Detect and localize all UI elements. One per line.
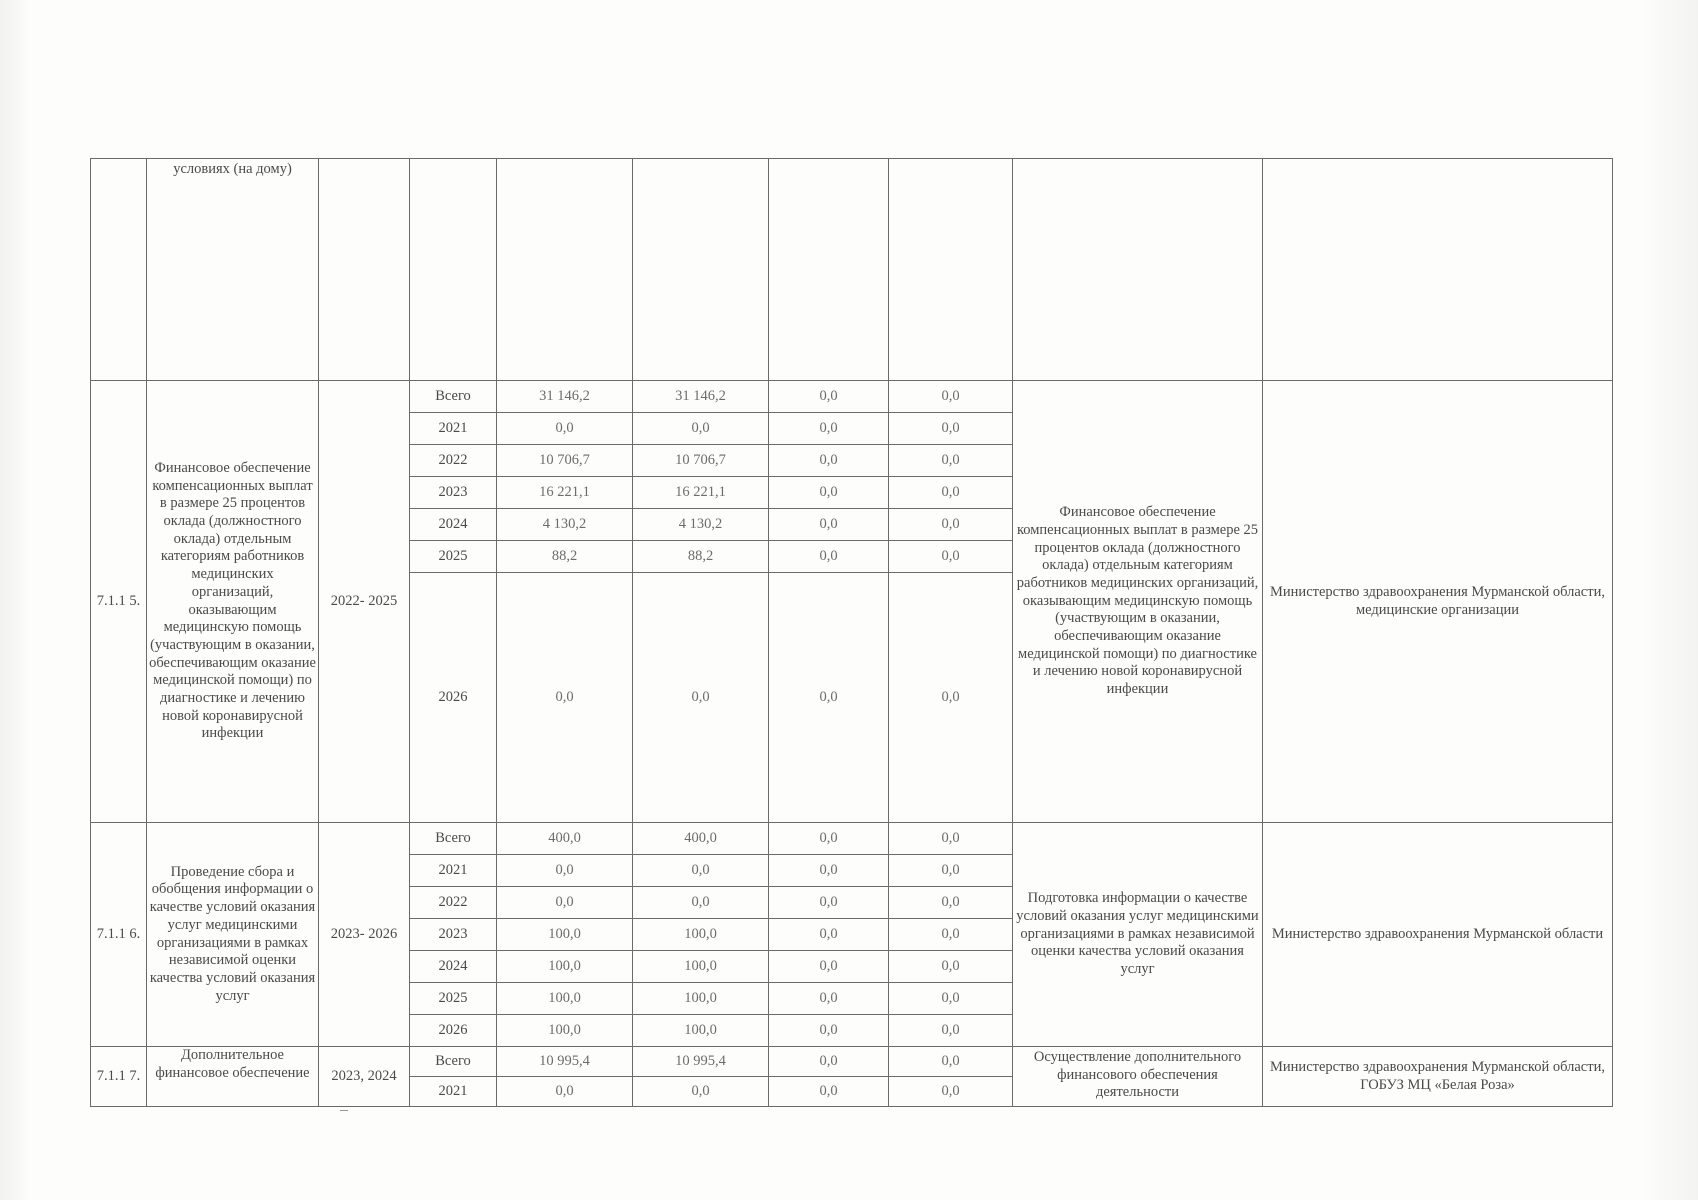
federal-budget-cell: 0,0 [769, 413, 889, 445]
other-sources-cell: 0,0 [889, 445, 1013, 477]
table-row [91, 1047, 1613, 1077]
total-cell [497, 159, 633, 381]
total-cell: 0,0 [497, 573, 633, 823]
period-cell: 2023- 2026 [319, 823, 410, 1047]
other-sources-cell [889, 159, 1013, 381]
regional-budget-cell: 100,0 [633, 983, 769, 1015]
other-sources-cell: 0,0 [889, 951, 1013, 983]
regional-budget-cell: 4 130,2 [633, 509, 769, 541]
federal-budget-cell: 0,0 [769, 509, 889, 541]
result-cell: Финансовое обеспечение компенсационных выплат в размере 25 процентов оклада (должностного оклада) отдельным категориям работников медицинских организаций, оказывающим медицинскую помощь (участвующим в оказании, обеспечивающим оказание медицинской помощи) по диагностике и лечению новой коронавирусной инфекции [1013, 381, 1263, 823]
regional-budget-cell [633, 159, 769, 381]
year-cell: 2026 [410, 573, 497, 823]
code-cell: 7.1.1 7. [91, 1047, 147, 1107]
regional-budget-cell: 100,0 [633, 919, 769, 951]
federal-budget-cell: 0,0 [769, 951, 889, 983]
other-sources-cell: 0,0 [889, 1077, 1013, 1107]
other-sources-cell: 0,0 [889, 413, 1013, 445]
year-cell: 2021 [410, 1077, 497, 1107]
total-cell: 100,0 [497, 983, 633, 1015]
activity-name-cell: Финансовое обеспечение компенсационных выплат в размере 25 процентов оклада (должностного оклада) отдельным категориям работников медицинских организаций, оказывающим медицинскую помощь (участвующим в оказании, обеспечивающим оказание медицинской помощи) по диагностике и лечению новой коронавирусной инфекции [147, 381, 319, 823]
total-cell: 0,0 [497, 413, 633, 445]
program-activities-table [90, 158, 1613, 1107]
other-sources-cell: 0,0 [889, 573, 1013, 823]
federal-budget-cell: 0,0 [769, 919, 889, 951]
activity-name-cell: условиях (на дому) [147, 159, 319, 381]
federal-budget-cell: 0,0 [769, 381, 889, 413]
federal-budget-cell [769, 159, 889, 381]
other-sources-cell: 0,0 [889, 541, 1013, 573]
period-cell: 2023, 2024 [319, 1047, 410, 1107]
year-cell: 2021 [410, 413, 497, 445]
year-cell: 2025 [410, 541, 497, 573]
total-cell: 10 995,4 [497, 1047, 633, 1077]
other-sources-cell: 0,0 [889, 983, 1013, 1015]
regional-budget-cell: 31 146,2 [633, 381, 769, 413]
federal-budget-cell: 0,0 [769, 541, 889, 573]
other-sources-cell: 0,0 [889, 509, 1013, 541]
federal-budget-cell: 0,0 [769, 1047, 889, 1077]
regional-budget-cell: 0,0 [633, 413, 769, 445]
total-cell: 0,0 [497, 887, 633, 919]
federal-budget-cell: 0,0 [769, 573, 889, 823]
period-cell [319, 159, 410, 381]
activity-name-cell: Проведение сбора и обобщения информации о качестве условий оказания услуг медицинскими организациями в рамках независимой оценки качества условий оказания услуг [147, 823, 319, 1047]
federal-budget-cell: 0,0 [769, 823, 889, 855]
federal-budget-cell: 0,0 [769, 477, 889, 509]
total-cell: 100,0 [497, 919, 633, 951]
activity-name-cell: Дополнительное финансовое обеспечение [147, 1047, 319, 1107]
federal-budget-cell: 0,0 [769, 445, 889, 477]
federal-budget-cell: 0,0 [769, 1015, 889, 1047]
regional-budget-cell: 100,0 [633, 951, 769, 983]
regional-budget-cell: 0,0 [633, 887, 769, 919]
period-cell: 2022- 2025 [319, 381, 410, 823]
federal-budget-cell: 0,0 [769, 983, 889, 1015]
other-sources-cell: 0,0 [889, 855, 1013, 887]
regional-budget-cell: 10 995,4 [633, 1047, 769, 1077]
total-cell: 10 706,7 [497, 445, 633, 477]
year-cell: 2023 [410, 477, 497, 509]
regional-budget-cell: 16 221,1 [633, 477, 769, 509]
year-cell: 2023 [410, 919, 497, 951]
federal-budget-cell: 0,0 [769, 855, 889, 887]
result-cell: Подготовка информации о качестве условий оказания услуг медицинскими организациями в рамках независимой оценки качества условий оказания услуг [1013, 823, 1263, 1047]
year-cell: 2024 [410, 509, 497, 541]
total-cell: 100,0 [497, 951, 633, 983]
code-cell: 7.1.1 6. [91, 823, 147, 1047]
total-cell: 0,0 [497, 1077, 633, 1107]
other-sources-cell: 0,0 [889, 477, 1013, 509]
executor-cell: Министерство здравоохранения Мурманской области, медицинские организации [1263, 381, 1613, 823]
result-cell [1013, 159, 1263, 381]
year-cell: 2024 [410, 951, 497, 983]
scan-mark [340, 1110, 348, 1111]
other-sources-cell: 0,0 [889, 381, 1013, 413]
total-cell: 100,0 [497, 1015, 633, 1047]
federal-budget-cell: 0,0 [769, 887, 889, 919]
total-cell: 400,0 [497, 823, 633, 855]
total-cell: 4 130,2 [497, 509, 633, 541]
total-cell: 0,0 [497, 855, 633, 887]
year-cell: Всего [410, 823, 497, 855]
total-cell: 31 146,2 [497, 381, 633, 413]
year-cell: 2025 [410, 983, 497, 1015]
result-cell: Осуществление дополнительного финансового обеспечения деятельности [1013, 1047, 1263, 1107]
regional-budget-cell: 400,0 [633, 823, 769, 855]
table-row [91, 381, 1613, 413]
regional-budget-cell: 0,0 [633, 1077, 769, 1107]
total-cell: 16 221,1 [497, 477, 633, 509]
federal-budget-cell: 0,0 [769, 1077, 889, 1107]
regional-budget-cell: 0,0 [633, 855, 769, 887]
year-cell: Всего [410, 1047, 497, 1077]
year-cell [410, 159, 497, 381]
other-sources-cell: 0,0 [889, 919, 1013, 951]
other-sources-cell: 0,0 [889, 823, 1013, 855]
executor-cell: Министерство здравоохранения Мурманской области, ГОБУЗ МЦ «Белая Роза» [1263, 1047, 1613, 1107]
year-cell: Всего [410, 381, 497, 413]
code-cell [91, 159, 147, 381]
table-row [91, 823, 1613, 855]
year-cell: 2021 [410, 855, 497, 887]
regional-budget-cell: 100,0 [633, 1015, 769, 1047]
code-cell: 7.1.1 5. [91, 381, 147, 823]
regional-budget-cell: 0,0 [633, 573, 769, 823]
year-cell: 2026 [410, 1015, 497, 1047]
other-sources-cell: 0,0 [889, 1015, 1013, 1047]
year-cell: 2022 [410, 445, 497, 477]
other-sources-cell: 0,0 [889, 887, 1013, 919]
other-sources-cell: 0,0 [889, 1047, 1013, 1077]
regional-budget-cell: 88,2 [633, 541, 769, 573]
executor-cell: Министерство здравоохранения Мурманской области [1263, 823, 1613, 1047]
continuation-row [91, 159, 1613, 381]
executor-cell [1263, 159, 1613, 381]
total-cell: 88,2 [497, 541, 633, 573]
regional-budget-cell: 10 706,7 [633, 445, 769, 477]
year-cell: 2022 [410, 887, 497, 919]
